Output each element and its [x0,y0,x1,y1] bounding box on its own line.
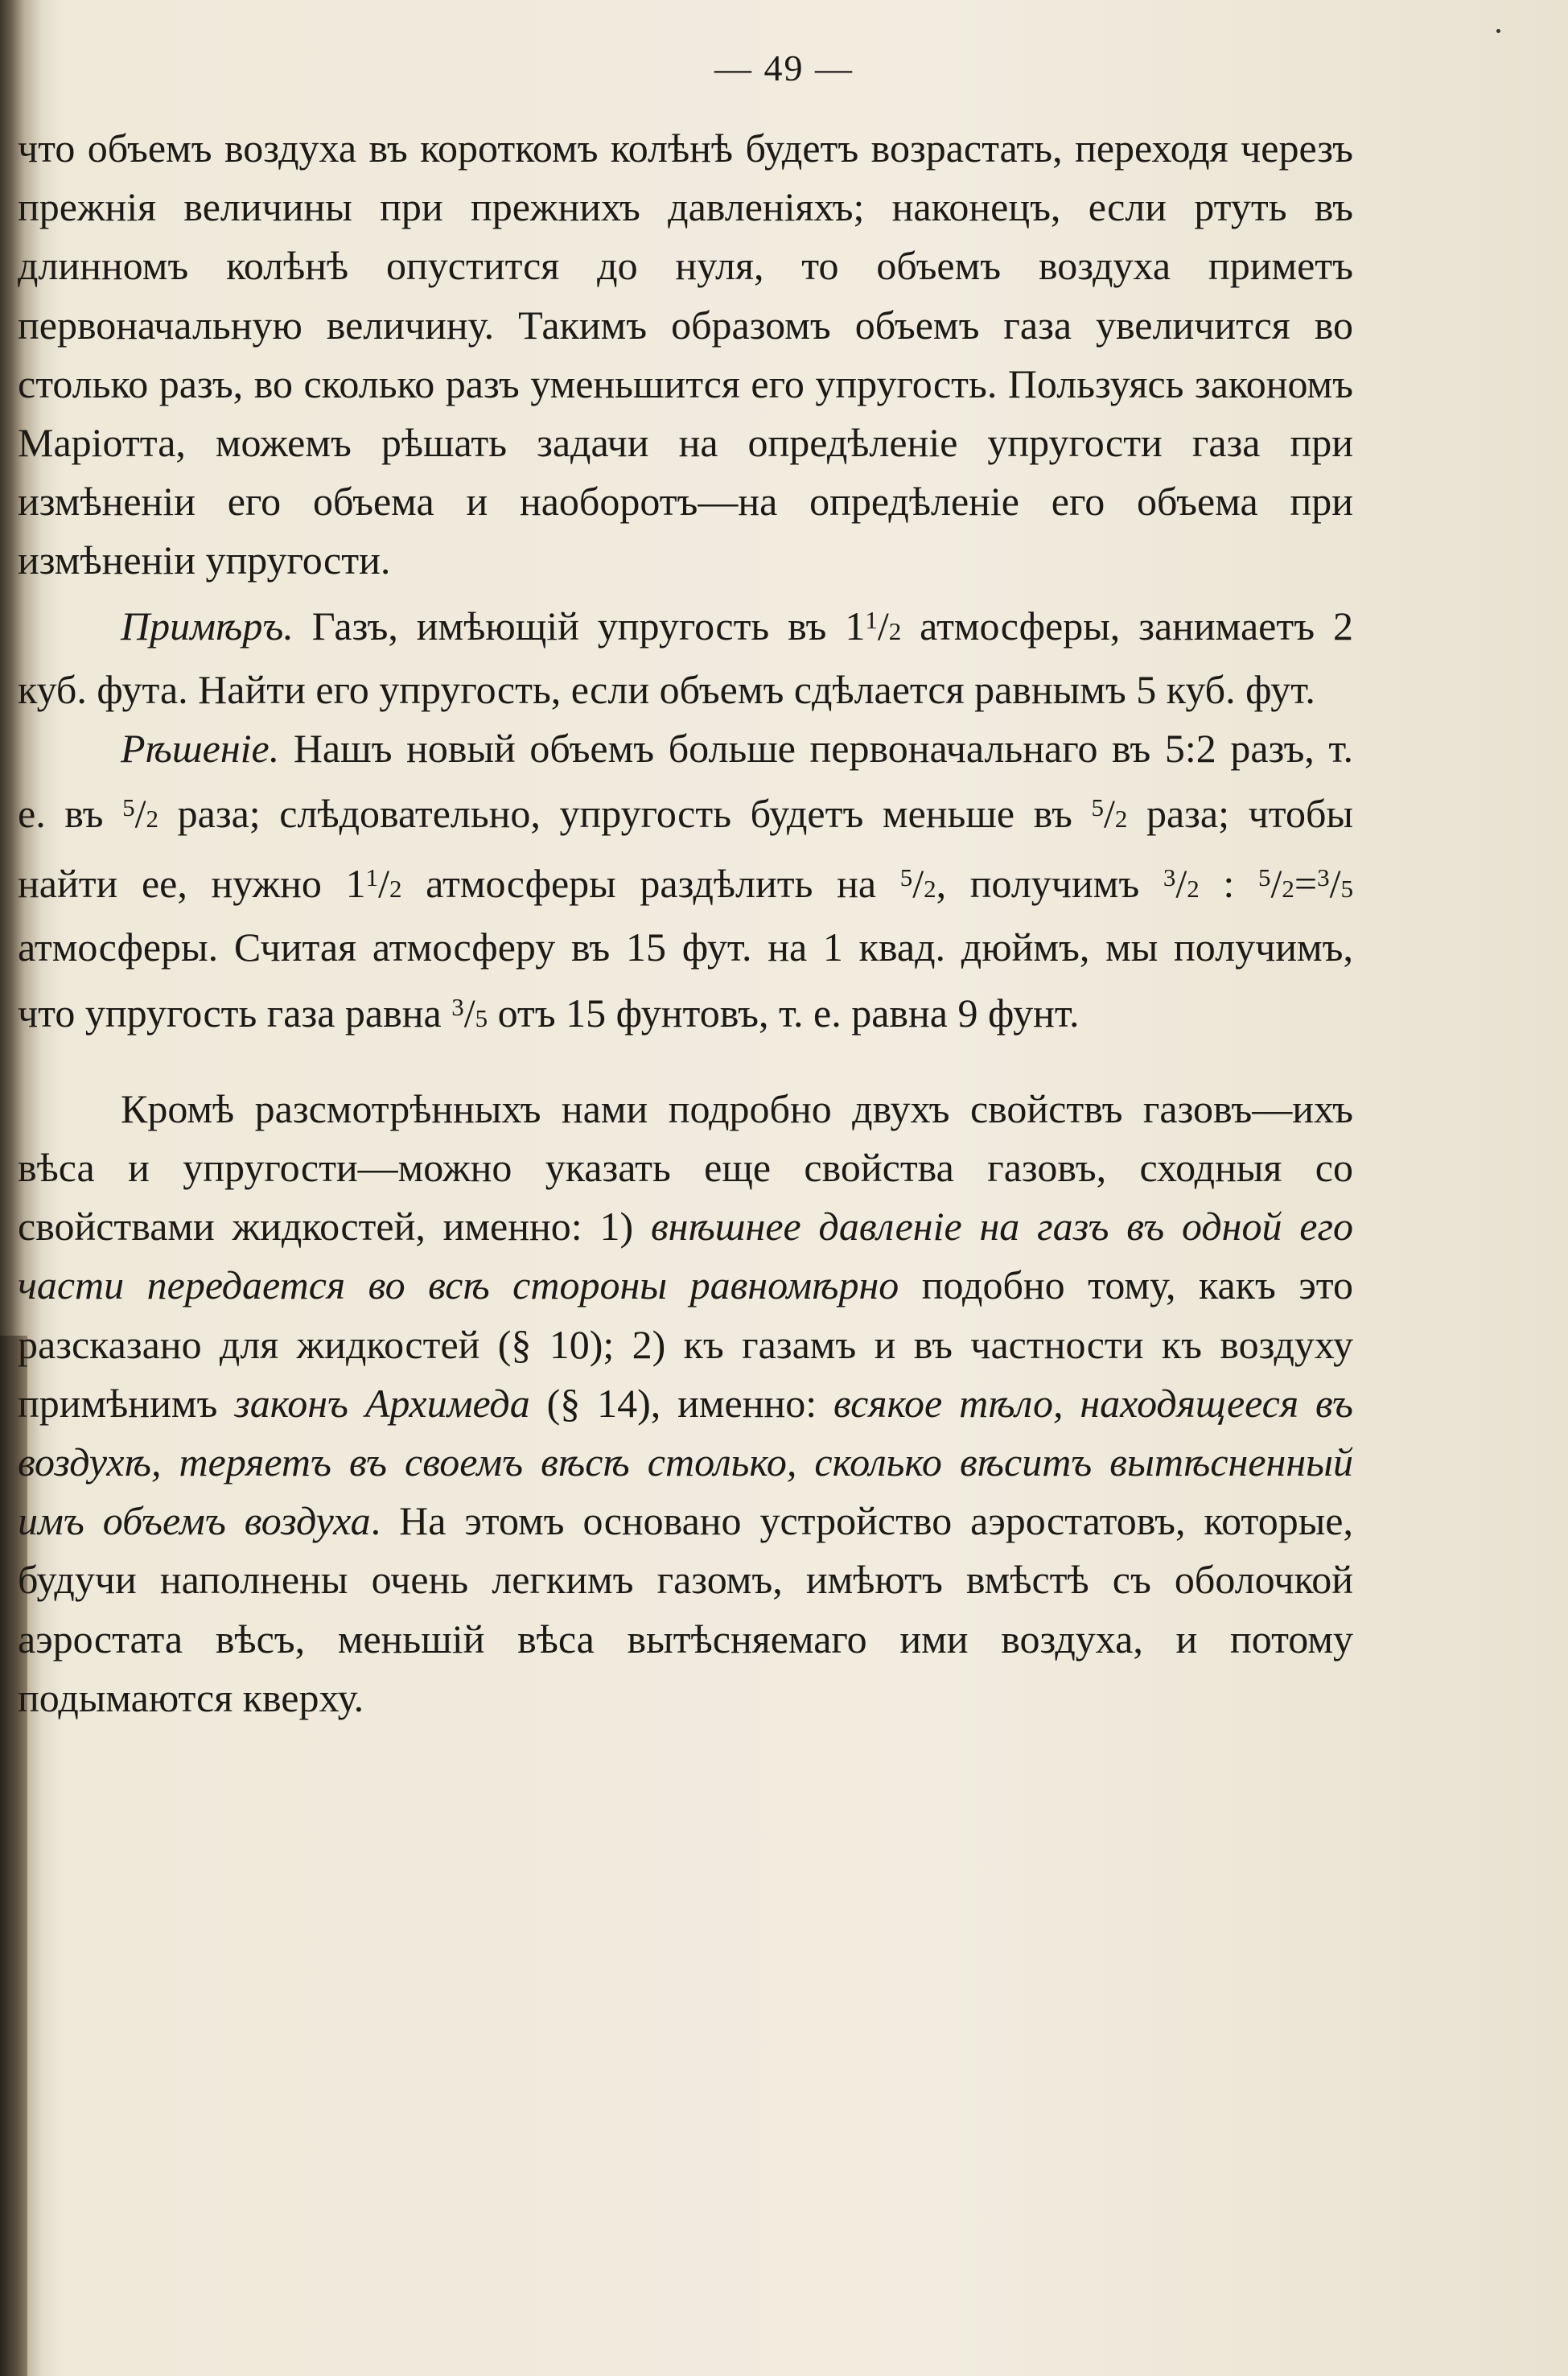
fraction-denominator: 2 [1187,875,1200,904]
text-run: / [1270,861,1282,907]
text-run: / [912,861,924,907]
fraction-numerator: 5 [122,793,135,822]
text-run: что объемъ воздуха въ короткомъ колѣнѣ будетъ возрастать, переходя черезъ прежнія величины при прежнихъ давленіяхъ; наконецъ, если ртуть въ длинномъ колѣнѣ опустится до нуля, то объемъ воздуха приметъ первоначальную величину. Такимъ образомъ объемъ газа увеличится во столько разъ, во сколько разъ уменьшится его упругость. Пользуясь закономъ Маріотта, можемъ рѣшать задачи на опредѣленіе упругости газа при измѣненіи его объема и наоборотъ—на опредѣленіе его объема при измѣненіи упругости. [18,126,1353,583]
fraction-denominator: 2 [1114,805,1128,834]
fraction-denominator: 2 [1282,875,1294,904]
text-run: / [463,990,475,1036]
body-text [18,119,1353,1727]
text-run: (§ 14), именно: [529,1380,834,1426]
text-run: , получимъ [936,861,1163,907]
paragraph-solution [18,719,1353,1048]
text-run: / [134,791,146,837]
fraction-denominator: 2 [888,616,902,645]
text-run: / [1329,861,1341,907]
italic-run: законъ Архимеда [234,1380,530,1426]
fraction-denominator: 2 [924,875,936,904]
fraction-numerator: 5 [899,863,913,892]
fraction-numerator: 5 [1257,863,1271,892]
page-speck [1496,29,1500,33]
text-run: подобно тому, какъ это разсказано для жидкостей (§ 10); 2) къ газамъ и въ частности къ воздуху примѣнимъ [18,1262,1353,1426]
text-run: . На этомъ основано устройство аэростатовъ, которые, будучи наполнены очень легкимъ газомъ, имѣютъ вмѣстѣ съ оболочкой аэростата вѣсъ, меньшій вѣса вытѣсняемаго ими воздуха, и потому подымаются кверху. [18,1498,1353,1720]
text-run: Кромѣ разсмотрѣнныхъ нами подробно двухъ свойствъ газовъ—ихъ вѣса и упругости—можно указать еще свойства газовъ, сходныя со свойствами жидкостей, именно: 1) [18,1085,1353,1250]
text-run: / [1103,791,1115,837]
fraction-numerator: 3 [1163,863,1176,892]
text-run: Газъ, имѣющій упругость въ 1 [293,603,866,649]
fraction-denominator: 2 [146,805,159,834]
text-run: : [1199,861,1258,907]
fraction-numerator: 1 [865,605,878,634]
fraction-numerator: 1 [365,863,379,892]
fraction-numerator: 5 [1091,793,1104,822]
text-run: атмосферы, занимаетъ 2 куб. фута. Найти его упругость, если объемъ сдѣлается равнымъ 5 куб. фут. [18,603,1354,712]
italic-run: внѣшнее давленіе на газъ въ одной его части передается во всѣ стороны равномѣрно [18,1204,1354,1308]
text-run: атмосферы раздѣлить на [401,861,900,907]
fraction-numerator: 3 [451,992,464,1021]
fraction-denominator: 5 [1340,875,1353,904]
italic-run: всякое тѣло, находящееся въ воздухѣ, теряетъ въ своемъ вѣсѣ столько, сколько вѣситъ вытѣсненный имъ объемъ воздуха [18,1380,1353,1544]
fraction-numerator: 3 [1317,863,1330,892]
text-run: раза; чтобы найти ее, нужно 1 [18,791,1353,907]
text-run: / [378,861,389,907]
fraction-denominator: 5 [475,1003,488,1032]
fraction-denominator: 2 [389,875,402,904]
paragraph-gas-properties [18,1080,1353,1727]
text-run: отъ 15 фунтовъ, т. е. равна 9 фунт. [488,990,1080,1036]
italic-run: Примѣръ. [121,603,294,649]
text-run: = [1294,861,1318,907]
paragraph-example [18,591,1353,719]
text-run: раза; слѣдовательно, упругость будетъ меньше въ [158,791,1092,837]
page-number: — 49 — [714,47,854,89]
text-run: Нашъ новый объемъ больше первоначальнаго въ 5:2 разъ, т. е. въ [18,725,1353,837]
italic-run: Рѣшеніе. [121,725,280,771]
text-run: / [1175,861,1187,907]
paragraph-mariotte-law [18,119,1353,591]
text-run: / [877,603,889,649]
text-run: атмосферы. Считая атмосферу въ 15 фут. на 1 квад. дюймъ, мы получимъ, что упругость газа равна [18,924,1353,1036]
